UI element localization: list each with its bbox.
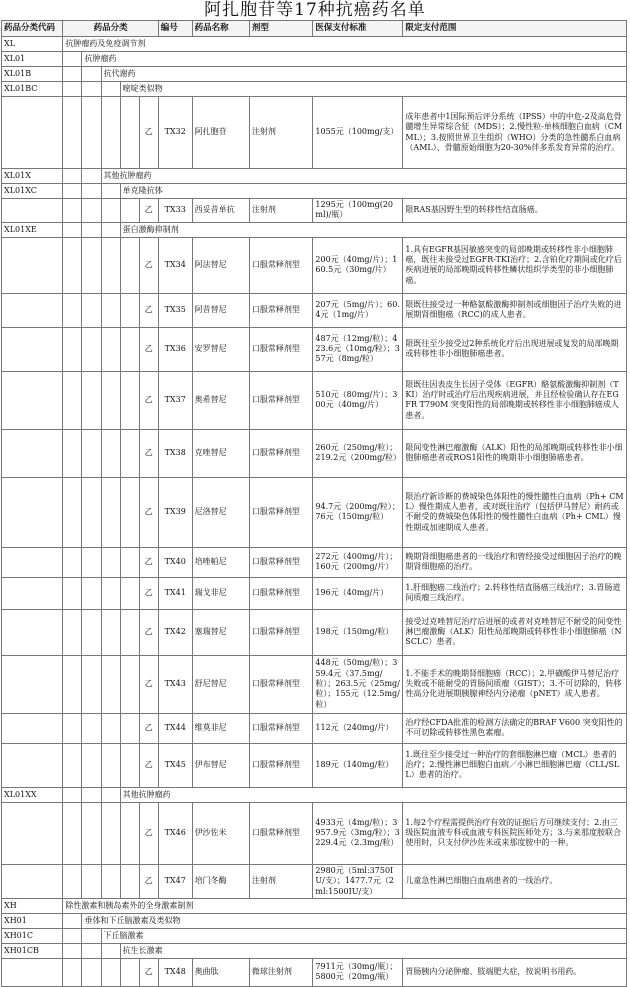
- drug-price: 510元（80mg/片）；300元（40mg/片）: [313, 371, 403, 429]
- indent-cell: [120, 371, 139, 429]
- drug-row: [2, 864, 627, 898]
- header-code: 药品分类代码: [2, 21, 63, 37]
- drug-dosage-form: 注射剂: [249, 864, 313, 898]
- indent-cell: [82, 943, 101, 958]
- indent-cell: [82, 97, 101, 169]
- category-label: 其他抗肿瘤药: [101, 169, 626, 184]
- drug-dosage-form: 口服常释剂型: [249, 327, 313, 371]
- category-code: XH01C: [2, 928, 63, 943]
- category-label: 抗肿瘤药: [82, 52, 627, 67]
- code-cell: [2, 237, 63, 293]
- drug-scope: 儿童急性淋巴细胞白血病患者的一线治疗。: [403, 864, 627, 898]
- indent-cell: [120, 293, 139, 327]
- drug-scope: 接受过克唑替尼治疗后进展的或者对克唑替尼不耐受的间变性淋巴瘤激酶（ALK）阳性局部晚期或转移性非小细胞肺癌（NSCLC）患者。: [403, 609, 627, 655]
- drug-grade: 乙: [139, 429, 158, 477]
- code-cell: [2, 743, 63, 787]
- drug-name: 安罗替尼: [192, 327, 249, 371]
- drug-dosage-form: 注射剂: [249, 199, 313, 223]
- category-row: [2, 898, 627, 913]
- drug-number: TX39: [158, 477, 192, 547]
- category-code: XH: [2, 898, 63, 913]
- drug-number: TX36: [158, 327, 192, 371]
- category-row: [2, 184, 627, 199]
- drug-row: [2, 371, 627, 429]
- indent-cell: [82, 713, 101, 743]
- drug-scope: 1.不能手术的晚期肾细胞癌（RCC）；2.甲磺酸伊马替尼治疗失败或不能耐受的胃肠间质瘤（GIST）；3.不可切除的，转移性高分化进展期胰腺神经内分泌瘤（pNET）成人患者。: [403, 655, 627, 713]
- indent-cell: [101, 943, 120, 958]
- category-code: XL01XC: [2, 184, 63, 199]
- drug-row: [2, 429, 627, 477]
- category-label: 垂体和下丘脑激素及类似物: [82, 913, 627, 928]
- category-code: XL01BC: [2, 82, 63, 97]
- drug-name: 阿昔替尼: [192, 293, 249, 327]
- drug-grade: 乙: [139, 864, 158, 898]
- drug-name: 奥曲肽: [192, 958, 249, 986]
- indent-cell: [63, 609, 82, 655]
- drug-name: 维莫非尼: [192, 713, 249, 743]
- indent-cell: [101, 293, 120, 327]
- drug-name: 克唑替尼: [192, 429, 249, 477]
- code-cell: [2, 609, 63, 655]
- indent-cell: [101, 82, 120, 97]
- drug-dosage-form: 口服常释剂型: [249, 293, 313, 327]
- indent-cell: [63, 184, 82, 199]
- drug-row: [2, 293, 627, 327]
- drug-number: TX37: [158, 371, 192, 429]
- drug-name: 瑞戈非尼: [192, 577, 249, 609]
- code-cell: [2, 958, 63, 986]
- code-cell: [2, 864, 63, 898]
- category-row: [2, 52, 627, 67]
- drug-dosage-form: 口服常释剂型: [249, 743, 313, 787]
- drug-grade: 乙: [139, 577, 158, 609]
- indent-cell: [120, 477, 139, 547]
- indent-cell: [63, 97, 82, 169]
- drug-number: TX45: [158, 743, 192, 787]
- indent-cell: [63, 222, 82, 237]
- drug-scope: 成年患者中1国际预后评分系统（IPSS）中的中危-2及高危骨髓增生异常综合征（MDS）；2.慢性粒-单核细胞白血病（CMML）；3.按照世界卫生组织（WHO）分类的急性髓系白血病（AML）、骨髓原始细胞为20-30%伴多系发育异常的治疗。: [403, 97, 627, 169]
- drug-price: 112元（240mg/片）: [313, 713, 403, 743]
- indent-cell: [101, 577, 120, 609]
- indent-cell: [101, 655, 120, 713]
- indent-cell: [63, 199, 82, 223]
- drug-price: 2980元（5ml:3750IU/支）；1477.7元（2ml:1500IU/支）: [313, 864, 403, 898]
- indent-cell: [101, 787, 120, 802]
- drug-price: 272元（400mg/片）；160元（200mg/片）: [313, 547, 403, 577]
- indent-cell: [63, 429, 82, 477]
- category-label: 嘧啶类似物: [120, 82, 626, 97]
- indent-cell: [82, 655, 101, 713]
- drug-number: TX48: [158, 958, 192, 986]
- indent-cell: [101, 609, 120, 655]
- drug-grade: 乙: [139, 547, 158, 577]
- indent-cell: [82, 327, 101, 371]
- drug-number: TX35: [158, 293, 192, 327]
- drug-row: [2, 577, 627, 609]
- indent-cell: [63, 928, 82, 943]
- indent-cell: [82, 547, 101, 577]
- indent-cell: [63, 655, 82, 713]
- category-code: XL01: [2, 52, 63, 67]
- code-cell: [2, 371, 63, 429]
- drug-name: 西妥昔单抗: [192, 199, 249, 223]
- drug-price: 196元（40mg/片）: [313, 577, 403, 609]
- header-dosage-form: 剂型: [249, 21, 313, 37]
- drug-grade: 乙: [139, 958, 158, 986]
- indent-cell: [63, 371, 82, 429]
- drug-row: [2, 713, 627, 743]
- drug-scope: 限治疗新诊断的费城染色体阳性的慢性髓性白血病（Ph+ CML）慢性期成人患者，或对既往治疗（包括伊马替尼）耐药或不耐受的费城染色体阳性的慢性髓性白血病（Ph+ CML）慢性期或加速期成人患者。: [403, 477, 627, 547]
- drug-name: 伊沙佐米: [192, 802, 249, 864]
- category-row: [2, 913, 627, 928]
- category-code: XL01X: [2, 169, 63, 184]
- drug-name: 塞瑞替尼: [192, 609, 249, 655]
- indent-cell: [63, 237, 82, 293]
- category-code: XH01CB: [2, 943, 63, 958]
- indent-cell: [63, 293, 82, 327]
- category-row: [2, 928, 627, 943]
- drug-grade: 乙: [139, 655, 158, 713]
- header-number: 编号: [158, 21, 192, 37]
- category-code: XL01B: [2, 67, 63, 82]
- header-category: 药品分类: [63, 21, 158, 37]
- drug-grade: 乙: [139, 743, 158, 787]
- header-price: 医保支付标准: [313, 21, 403, 37]
- drug-row: [2, 743, 627, 787]
- indent-cell: [63, 802, 82, 864]
- document-title: 阿扎胞苷等17种抗癌药名单: [204, 0, 426, 20]
- indent-cell: [120, 547, 139, 577]
- drug-number: TX40: [158, 547, 192, 577]
- indent-cell: [101, 802, 120, 864]
- drug-row: [2, 958, 627, 986]
- code-cell: [2, 577, 63, 609]
- drug-dosage-form: 口服常释剂型: [249, 429, 313, 477]
- drug-dosage-form: 微球注射剂: [249, 958, 313, 986]
- indent-cell: [101, 547, 120, 577]
- drug-price: 200元（40mg/片）；160.5元（30mg/片）: [313, 237, 403, 293]
- code-cell: [2, 293, 63, 327]
- drug-name: 伊布替尼: [192, 743, 249, 787]
- category-code: XL: [2, 37, 63, 52]
- indent-cell: [101, 327, 120, 371]
- indent-cell: [82, 371, 101, 429]
- indent-cell: [82, 237, 101, 293]
- drug-number: TX33: [158, 199, 192, 223]
- drug-name: 阿法替尼: [192, 237, 249, 293]
- indent-cell: [63, 169, 82, 184]
- drug-scope: 限既往接受过一种酪氨酸激酶抑制剂或细胞因子治疗失败的进展期肾细胞癌（RCC)的成人患者。: [403, 293, 627, 327]
- category-code: XL01XX: [2, 787, 63, 802]
- indent-cell: [101, 371, 120, 429]
- drug-row: [2, 477, 627, 547]
- drug-price: 1295元（100mg(20ml)/瓶）: [313, 199, 403, 223]
- drug-price: 448元（50mg/粒）；359.4元（37.5mg/粒）；263.5元（25mg/粒）；155元（12.5mg/粒）: [313, 655, 403, 713]
- category-row: [2, 169, 627, 184]
- drug-number: TX44: [158, 713, 192, 743]
- indent-cell: [82, 222, 101, 237]
- drug-row: [2, 199, 627, 223]
- indent-cell: [82, 787, 101, 802]
- category-label: 抗生长激素: [120, 943, 626, 958]
- drug-dosage-form: 口服常释剂型: [249, 713, 313, 743]
- category-code: XL01XE: [2, 222, 63, 237]
- drug-dosage-form: 口服常释剂型: [249, 577, 313, 609]
- indent-cell: [82, 958, 101, 986]
- drug-dosage-form: 口服常释剂型: [249, 547, 313, 577]
- drug-price: 7911元（30mg/瓶）；5800元（20mg/瓶）: [313, 958, 403, 986]
- drug-number: TX46: [158, 802, 192, 864]
- indent-cell: [63, 67, 82, 82]
- category-label: 单克隆抗体: [120, 184, 626, 199]
- indent-cell: [120, 609, 139, 655]
- drug-price: 198元（150mg/粒）: [313, 609, 403, 655]
- indent-cell: [63, 577, 82, 609]
- drug-scope: 限RAS基因野生型的转移性结直肠癌。: [403, 199, 627, 223]
- drug-dosage-form: 口服常释剂型: [249, 371, 313, 429]
- indent-cell: [63, 743, 82, 787]
- indent-cell: [82, 864, 101, 898]
- code-cell: [2, 429, 63, 477]
- code-cell: [2, 547, 63, 577]
- drug-scope: 1.既往至少接受过一种治疗的套细胞淋巴瘤（MCL）患者的治疗；2.慢性淋巴细胞白血病／小淋巴细胞淋巴瘤（CLL/SLL）患者的治疗。: [403, 743, 627, 787]
- drug-number: TX41: [158, 577, 192, 609]
- drug-price: 487元（12mg/粒）；423.6元（10mg/粒）；357元（8mg/粒）: [313, 327, 403, 371]
- drug-row: [2, 655, 627, 713]
- drug-scope: 1.肝细胞癌二线治疗；2.转移性结直肠癌三线治疗；3.胃肠道间质瘤三线治疗。: [403, 577, 627, 609]
- indent-cell: [101, 743, 120, 787]
- indent-cell: [120, 713, 139, 743]
- drug-dosage-form: 口服常释剂型: [249, 609, 313, 655]
- code-cell: [2, 477, 63, 547]
- indent-cell: [120, 802, 139, 864]
- drug-scope: 晚期肾细胞癌患者的一线治疗和曾经接受过细胞因子治疗的晚期肾细胞癌的治疗。: [403, 547, 627, 577]
- drug-scope: 治疗经CFDA批准的检测方法确定的BRAF V600 突变阳性的不可切除或转移性黑色素瘤。: [403, 713, 627, 743]
- drug-number: TX43: [158, 655, 192, 713]
- category-label: 抗代谢药: [101, 67, 626, 82]
- indent-cell: [120, 743, 139, 787]
- drug-scope: 限既往因表皮生长因子受体（EGFR）酪氨酸激酶抑制剂（TKI）治疗时或治疗后出现疾病进展，并且经检验确认存在EGFR T790M 突变阳性的局部晚期或转移性非小细胞肺癌成人患者。: [403, 371, 627, 429]
- drug-grade: 乙: [139, 609, 158, 655]
- category-code: XH01: [2, 913, 63, 928]
- indent-cell: [101, 864, 120, 898]
- indent-cell: [101, 199, 120, 223]
- indent-cell: [63, 943, 82, 958]
- drug-dosage-form: 口服常释剂型: [249, 237, 313, 293]
- indent-cell: [63, 913, 82, 928]
- drug-grade: 乙: [139, 97, 158, 169]
- drug-dosage-form: 口服常释剂型: [249, 655, 313, 713]
- indent-cell: [101, 713, 120, 743]
- drug-row: [2, 237, 627, 293]
- code-cell: [2, 327, 63, 371]
- drug-scope: 1.具有EGFR基因敏感突变的局部晚期或转移性非小细胞肺癌，既往未接受过EGFR-TKI治疗；2.含铂化疗期间或化疗后疾病进展的局部晚期或转移性鳞状组织学类型的非小细胞肺癌。: [403, 237, 627, 293]
- indent-cell: [82, 429, 101, 477]
- indent-cell: [82, 928, 101, 943]
- drug-grade: 乙: [139, 477, 158, 547]
- drug-grade: 乙: [139, 199, 158, 223]
- indent-cell: [101, 958, 120, 986]
- header-drug-name: 药品名称: [192, 21, 249, 37]
- drug-row: [2, 97, 627, 169]
- drug-grade: 乙: [139, 802, 158, 864]
- category-row: [2, 82, 627, 97]
- indent-cell: [63, 327, 82, 371]
- drug-scope: 限既往至少接受过2种系统化疗后出现进展或复发的局部晚期或转移性非小细胞肺癌患者。: [403, 327, 627, 371]
- code-cell: [2, 199, 63, 223]
- code-cell: [2, 802, 63, 864]
- drug-dosage-form: 注射剂: [249, 97, 313, 169]
- drug-number: TX32: [158, 97, 192, 169]
- drug-number: TX34: [158, 237, 192, 293]
- code-cell: [2, 655, 63, 713]
- drug-scope: 胃肠胰内分泌肿瘤、肢端肥大症，按说明书用药。: [403, 958, 627, 986]
- indent-cell: [120, 864, 139, 898]
- drug-price: 207元（5mg/片）；60.4元（1mg/片）: [313, 293, 403, 327]
- indent-cell: [63, 787, 82, 802]
- indent-cell: [82, 293, 101, 327]
- indent-cell: [82, 169, 101, 184]
- code-cell: [2, 713, 63, 743]
- indent-cell: [101, 429, 120, 477]
- drug-name: 阿扎胞苷: [192, 97, 249, 169]
- drug-name: 奥希替尼: [192, 371, 249, 429]
- category-row: [2, 67, 627, 82]
- indent-cell: [63, 547, 82, 577]
- category-row: [2, 787, 627, 802]
- drug-list-table: [1, 20, 627, 987]
- indent-cell: [120, 199, 139, 223]
- indent-cell: [120, 577, 139, 609]
- indent-cell: [120, 97, 139, 169]
- indent-cell: [101, 97, 120, 169]
- indent-cell: [63, 82, 82, 97]
- indent-cell: [101, 222, 120, 237]
- indent-cell: [120, 655, 139, 713]
- indent-cell: [82, 609, 101, 655]
- drug-price: 189元（140mg/粒）: [313, 743, 403, 787]
- indent-cell: [82, 743, 101, 787]
- drug-scope: 1.每2个疗程需提供治疗有效的证据后方可继续支付；2.由三级医院血液专科或血液专科医院医师处方；3.与来那度胺联合使用时，只支付伊沙佐米或来那度胺中的一种。: [403, 802, 627, 864]
- drug-grade: 乙: [139, 293, 158, 327]
- drug-grade: 乙: [139, 327, 158, 371]
- indent-cell: [63, 958, 82, 986]
- indent-cell: [120, 429, 139, 477]
- category-row: [2, 222, 627, 237]
- header-row: [2, 21, 627, 37]
- indent-cell: [63, 477, 82, 547]
- indent-cell: [101, 477, 120, 547]
- drug-scope: 限间变性淋巴瘤激酶（ALK）阳性的局部晚期或转移性非小细胞肺癌患者或ROS1阳性的晚期非小细胞肺癌患者。: [403, 429, 627, 477]
- indent-cell: [120, 958, 139, 986]
- category-label: 其他抗肿瘤药: [120, 787, 626, 802]
- drug-dosage-form: 口服常释剂型: [249, 477, 313, 547]
- category-row: [2, 943, 627, 958]
- indent-cell: [82, 184, 101, 199]
- category-label: 除性激素和胰岛素外的全身激素制剂: [63, 898, 627, 913]
- drug-grade: 乙: [139, 371, 158, 429]
- drug-price: 94.7元（200mg/粒）；76元（150mg/粒）: [313, 477, 403, 547]
- drug-row: [2, 802, 627, 864]
- category-row: [2, 37, 627, 52]
- drug-grade: 乙: [139, 713, 158, 743]
- indent-cell: [82, 67, 101, 82]
- drug-price: 260元（250mg/粒）；219.2元（200mg/粒）: [313, 429, 403, 477]
- header-scope: 限定支付范围: [403, 21, 627, 37]
- category-label: 蛋白激酶抑制剂: [120, 222, 626, 237]
- indent-cell: [82, 199, 101, 223]
- drug-number: TX38: [158, 429, 192, 477]
- indent-cell: [63, 713, 82, 743]
- drug-price: 1055元（100mg/支）: [313, 97, 403, 169]
- drug-name: 尼洛替尼: [192, 477, 249, 547]
- drug-number: TX47: [158, 864, 192, 898]
- indent-cell: [63, 864, 82, 898]
- indent-cell: [120, 327, 139, 371]
- indent-cell: [63, 52, 82, 67]
- drug-dosage-form: 口服常释剂型: [249, 802, 313, 864]
- indent-cell: [82, 477, 101, 547]
- category-label: 下丘脑激素: [101, 928, 626, 943]
- drug-row: [2, 609, 627, 655]
- indent-cell: [101, 237, 120, 293]
- indent-cell: [120, 237, 139, 293]
- indent-cell: [82, 82, 101, 97]
- drug-name: 培唑帕尼: [192, 547, 249, 577]
- indent-cell: [82, 577, 101, 609]
- drug-row: [2, 547, 627, 577]
- indent-cell: [101, 184, 120, 199]
- code-cell: [2, 97, 63, 169]
- drug-grade: 乙: [139, 237, 158, 293]
- category-label: 抗肿瘤药及免疫调节剂: [63, 37, 627, 52]
- drug-name: 培门冬酶: [192, 864, 249, 898]
- drug-price: 4933元（4mg/粒）；3957.9元（3mg/粒）；3229.4元（2.3mg/粒）: [313, 802, 403, 864]
- drug-number: TX42: [158, 609, 192, 655]
- indent-cell: [82, 802, 101, 864]
- drug-row: [2, 327, 627, 371]
- drug-name: 舒尼替尼: [192, 655, 249, 713]
